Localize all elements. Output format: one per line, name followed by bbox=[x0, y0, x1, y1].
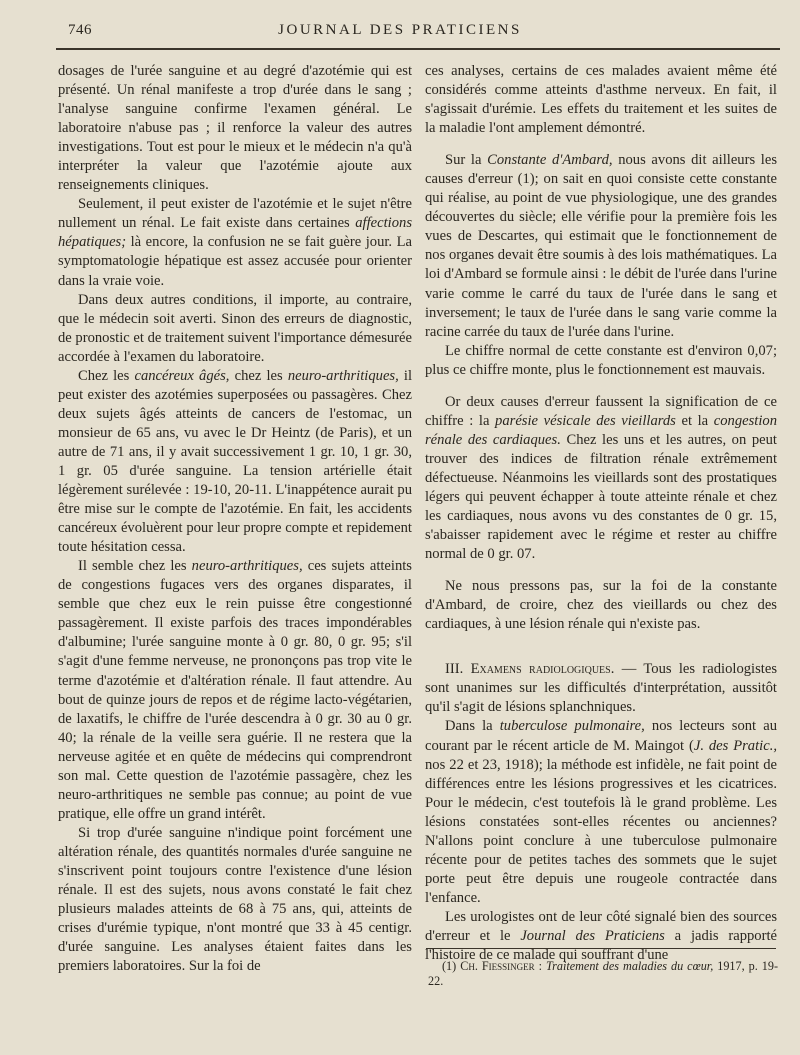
paragraph: Chez les cancéreux âgés, chez les neuro-arthritiques, il peut exister des azotémies superposées ou passagères. Chez deux sujets âgés atteints de cancers de l'estomac, un monsieur de 65 ans, vu avec le Dr Heintz (de Paris), et un autre de 71 ans, il y avait successivement 1 gr. 10, 1 gr. 30, 1 gr. 05 d'urée sanguine. La tension artérielle était légèrement surélevée : 19-10, 20-11. L'inappétence aurait pu être mise sur le compte de l'azotémie. En fait, les accidents cancéreux évoluèrent pour leur propre compte et repidement toute hésitation cessa. bbox=[58, 367, 412, 556]
paragraph: Dans deux autres conditions, il importe, au contraire, que le médecin soit averti. Sinon des erreurs de diagnostic, de pronostic et de traitement suivent l'importance démesurée accordée à l'examen du laboratoire. bbox=[58, 291, 412, 365]
paragraph: Si trop d'urée sanguine n'indique point forcément une altération rénale, des quantités normales d'urée sanguine ne s'inscrivent point toujours contre l'existence d'une lésion rénale. Il est des sujets, nous avons constaté le fait chez plusieurs malades atteints de 68 à 75 ans, qui, atteints de crises d'urémie typique, n'ont montré que 33 à 45 centigr. d'urée sanguine. Les analyses étaient faites dans les premiers laboratoires. Sur la foi de bbox=[58, 824, 412, 975]
paragraph: Il semble chez les neuro-arthritiques, ces sujets atteints de congestions fugaces vers des organes disparates, il semble que chez eux le rein puisse être congestionné passagèrement. Il existe parfois des traces impondérables d'albumine; l'urée sanguine monte à 0 gr. 80, 0 gr. 95; s'il s'agit d'une femme nerveuse, ne prononçons pas trop vite le terme d'azotémie et d'altération rénale. Il faut attendre. Au bout de quinze jours de repos et de régime lacto-végétarien, de laxatifs, le chiffre de l'urée descendra à 0 gr. 30 au 0 gr. 40; la rénale de la veille sera guérie. Il ne restera que la nerveuse agitée et en quête de médecins qui comprendront son mal. Cette question de l'azotémie passagère, chez les neuro-arthritiques ne semble pas connue; au point de vue pratique, elle offre un grand intérêt. bbox=[58, 558, 412, 822]
running-head: JOURNAL DES PRATICIENS bbox=[278, 22, 522, 38]
section-title: Examens radiologiques. bbox=[470, 661, 615, 678]
header-rule bbox=[56, 48, 780, 50]
paragraph: Dans la tuberculose pulmonaire, nos lecteurs sont au courant par le récent article de M. Maingot (J. des Pratic., nos 22 et 23, 1918); la méthode est infidèle, ne fait point de différences entre les lésions progressives et les cicatrices. Pour le médecin, c'est toutefois là le grand problème. Les lésions constatées sont-elles récentes ou anciennes? N'allons point conclure à une tuberculose pulmonaire récente pour de petites taches des sommets que le sujet porte peut être depuis une rougeole contractée dans l'enfance. bbox=[425, 718, 777, 906]
footnote: (1) Ch. Fiessinger : Traitement des maladies du cœur, 1917, p. 19-22. bbox=[428, 959, 778, 988]
right-column bbox=[425, 62, 777, 965]
footnote-title: Traitement des maladies du cœur, bbox=[546, 959, 714, 973]
paragraph: Seulement, il peut exister de l'azotémie et le sujet n'être nullement un rénal. Le fait existe dans certaines affections hépatiques; là encore, la confusion ne se fait guère jour. La symptomatologie hépatique est assez accusée pour orienter dans la vraie voie. bbox=[58, 196, 412, 289]
paragraph: Sur la Constante d'Ambard, nous avons dit ailleurs les causes d'erreur (1); on sait en quoi consiste cette constante qui réalise, au point de vue physiologique, une des grandes découvertes du siècle; elle vérifie pour la première fois les vues de Descartes, qui estimait que le fonctionnement de nos organes devait être soumis à des lois mathématiques. La loi d'Ambard se formule ainsi : le débit de l'urée dans l'urine varie comme le carré du taux de l'urée dans le sang et inversement; le taux de l'urée dans le sang varie comme la racine carrée du taux de l'urée dans l'urine. bbox=[425, 152, 778, 340]
paragraph: Ne nous pressons pas, sur la foi de la constante d'Ambard, de croire, chez des vieillards ou chez des cardiaques, à une lésion rénale qui n'existe pas. bbox=[425, 578, 777, 633]
footnote-author: Ch. Fiessinger bbox=[460, 959, 535, 973]
footnote-rule bbox=[426, 948, 776, 949]
paragraph: Or deux causes d'erreur faussent la signification de ce chiffre : la parésie vésicale des vieillards et la congestion rénale des cardiaques. Chez les uns et les autres, on peut trouver des indices de filtration rénale extrêmement défectueuse. Néanmoins les vieillards sont des prostatiques légers qui peuvent échapper à toute atteinte rénale et chez les cardiaques, nous avons vu des constantes de 0 gr. 15, s'abaisser rapidement avec le régime et rester au chiffre normal de 0 gr. 07. bbox=[425, 393, 777, 563]
paragraph: Le chiffre normal de cette constante est d'environ 0,07; plus ce chiffre monte, plus le fonctionnement est mauvais. bbox=[425, 342, 777, 378]
paragraph: Les urologistes ont de leur côté signalé bien des sources d'erreur et le Journal des Praticiens a jadis rapporté l'histoire de ce malade qui souffrant d'une bbox=[425, 908, 777, 964]
left-column bbox=[58, 62, 412, 976]
section-heading-paragraph: III. Examens radiologiques. — Tous les radiologistes sont unanimes sur les difficultés d'interprétation, aussitôt qu'il s'agit de lésions splanchniques. bbox=[425, 661, 777, 716]
paragraph: dosages de l'urée sanguine et au degré d'azotémie qui est présenté. Un rénal manifeste a trop d'urée dans le sang ; l'analyse sanguine confirme l'examen général. Le laboratoire n'abuse pas ; il renforce la valeur des autres investigations. Tout est pour le mieux et le médecin n'a qu'à interpréter la valeur que l'azotémie ajoute aux renseignements cliniques. bbox=[58, 63, 412, 194]
paragraph: ces analyses, certains de ces malades avaient même été considérés comme atteints d'asthme nerveux. En fait, il s'agissait d'urémie. Les effets du traitement et les suites de la maladie l'ont amplement démontré. bbox=[425, 63, 777, 137]
section-number: III. bbox=[445, 661, 464, 678]
page-number: 746 bbox=[68, 22, 92, 38]
